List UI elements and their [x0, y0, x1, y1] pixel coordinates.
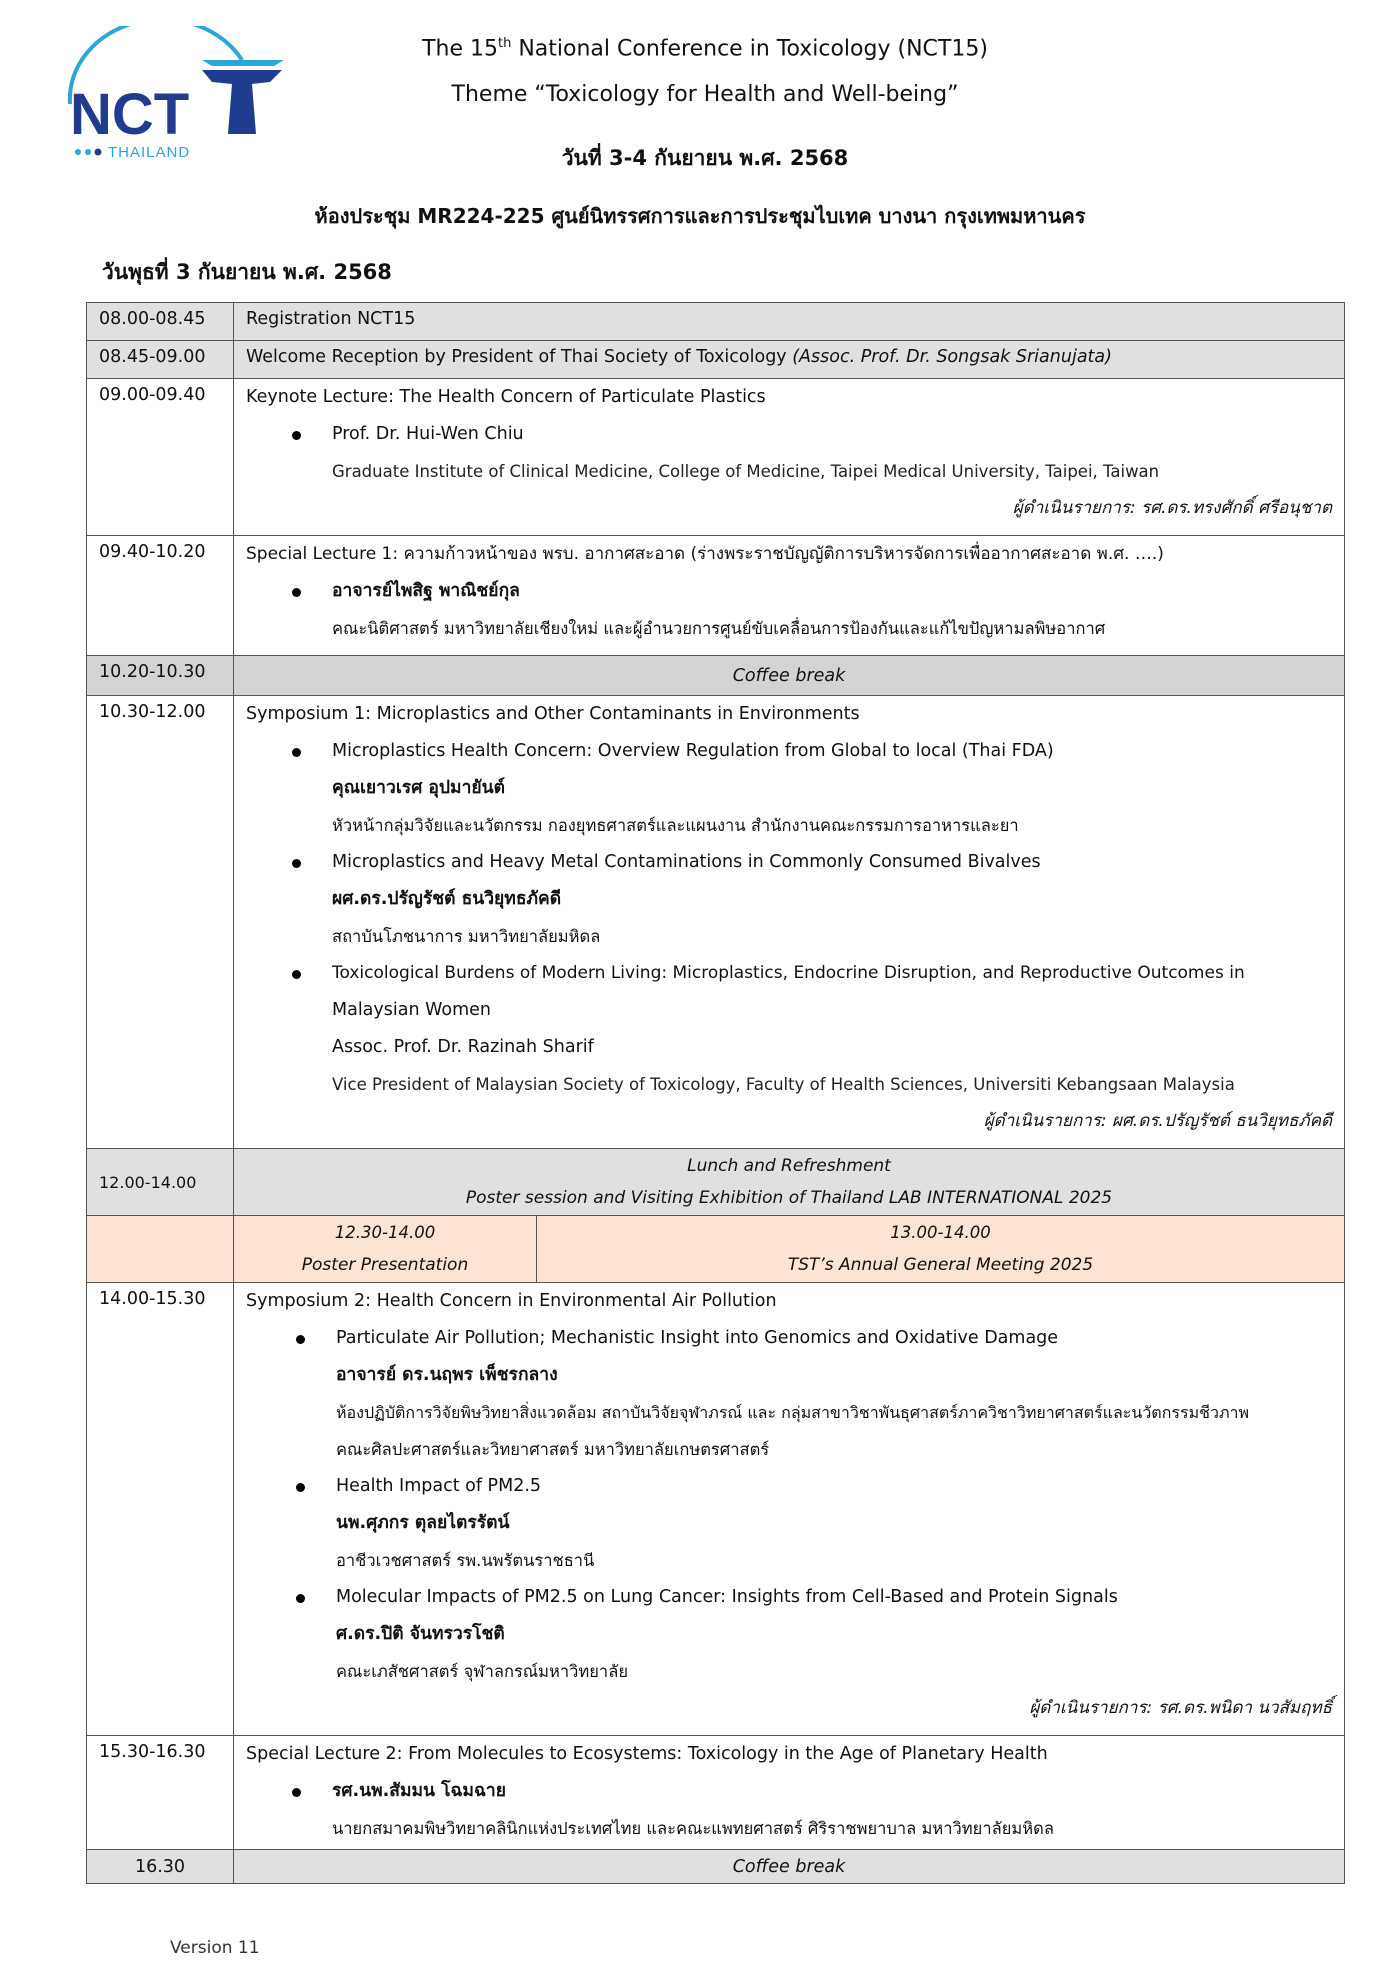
speaker-name: ผศ.ดร.ปรัญรัชต์ ธนวิยุทธภัคดี	[332, 889, 562, 909]
conference-dates: วันที่ 3-4 กันยายน พ.ศ. 2568	[561, 146, 849, 170]
speaker-affiliation: คณะนิติศาสตร์ มหาวิทยาลัยเชียงใหม่ และผู้อำนวยการศูนย์ขับเคลื่อนการป้องกันและแก้ไขปัญหามลพิษอากาศ	[332, 619, 1106, 638]
bullet-icon	[292, 1788, 301, 1797]
speaker-name: Assoc. Prof. Dr. Razinah Sharif	[332, 1037, 594, 1057]
speaker-item: รศ.นพ.สัมมน โฉมฉาย	[246, 1773, 1332, 1810]
table-row	[87, 379, 1345, 536]
speaker-name: ศ.ดร.ปิติ จันทรวรโชติ	[336, 1624, 505, 1644]
speaker-item: อาจารย์ไพสิฐ พาณิชย์กุล	[246, 573, 1332, 610]
table-row	[87, 303, 1345, 341]
table-row	[87, 1850, 1345, 1884]
speaker-affiliation: Graduate Institute of Clinical Medicine, College of Medicine, Taipei Medical University, Taipei, Taiwan	[332, 462, 1160, 481]
logo-wordmark: NCT	[70, 82, 190, 147]
talk-title: Microplastics Health Concern: Overview Regulation from Global to local (Thai FDA)	[246, 733, 1332, 770]
table-row	[87, 656, 1345, 696]
talk-title: Molecular Impacts of PM2.5 on Lung Cancer: Insights from Cell-Based and Protein Signals	[246, 1579, 1332, 1616]
schedule-table	[86, 302, 1345, 1884]
session-note: (Assoc. Prof. Dr. Songsak Srianujata)	[792, 347, 1112, 367]
parallel-time: 13.00-14.00	[890, 1223, 991, 1242]
talk-title: Particulate Air Pollution; Mechanistic Insight into Genomics and Oxidative Damage	[246, 1320, 1332, 1357]
empty-time-cell	[87, 1216, 234, 1283]
time-cell: 08.45-09.00	[87, 341, 234, 379]
table-row	[87, 536, 1345, 656]
talk-title: Health Impact of PM2.5	[246, 1468, 1332, 1505]
lunch-label: Lunch and Refreshment	[687, 1156, 891, 1176]
session-text: Registration NCT15	[246, 309, 416, 329]
speaker-affiliation: อาชีวเวชศาสตร์ รพ.นพรัตนราชธานี	[336, 1551, 595, 1570]
session-title: Special Lecture 2: From Molecules to Ecosystems: Toxicology in the Age of Planetary Health	[246, 1744, 1048, 1764]
speaker-name: อาจารย์ ดร.นฤพร เพ็ชรกลาง	[336, 1365, 558, 1385]
bullet-icon	[292, 431, 301, 440]
speaker-affiliation: ห้องปฏิบัติการวิจัยพิษวิทยาสิ่งแวดล้อม สถาบันวิจัยจุฬาภรณ์ และ กลุ่มสาขาวิชาพันธุศาสตร์ภาควิชาวิทยาศาสตร์และนวัตกรรมชีวภาพ	[336, 1403, 1250, 1422]
session-title: Symposium 2: Health Concern in Environmental Air Pollution	[246, 1291, 777, 1311]
talk-title: Toxicological Burdens of Modern Living: Microplastics, Endocrine Disruption, and Reproductive Outcomes in	[246, 955, 1332, 992]
speaker-affiliation: คณะเภสัชศาสตร์ จุฬาลกรณ์มหาวิทยาลัย	[336, 1662, 628, 1681]
svg-text:THAILAND: THAILAND	[108, 144, 191, 161]
session-title: Symposium 1: Microplastics and Other Contaminants in Environments	[246, 704, 860, 724]
conference-theme: Theme “Toxicology for Health and Well-being”	[451, 82, 959, 107]
bullet-icon	[292, 970, 301, 979]
parallel-session: Poster Presentation	[301, 1255, 469, 1275]
speaker-affiliation: Vice President of Malaysian Society of Toxicology, Faculty of Health Sciences, Universiti Kebangsaan Malaysia	[332, 1075, 1235, 1094]
session-title: Keynote Lecture: The Health Concern of Particulate Plastics	[246, 387, 766, 407]
time-cell: 16.30	[87, 1850, 234, 1884]
bullet-icon	[296, 1335, 305, 1344]
poster-session-label: Poster session and Visiting Exhibition of Thailand LAB INTERNATIONAL 2025	[465, 1188, 1113, 1208]
time-cell: 14.00-15.30	[87, 1283, 234, 1736]
table-row	[87, 341, 1345, 379]
table-row	[87, 696, 1345, 1149]
bullet-icon	[296, 1483, 305, 1492]
time-cell: 09.00-09.40	[87, 379, 234, 536]
speaker-affiliation: นายกสมาคมพิษวิทยาคลินิกแห่งประเทศไทย และคณะแพทยศาสตร์ ศิริราชพยาบาล มหาวิทยาลัยมหิดล	[332, 1819, 1054, 1838]
talk-title: Microplastics and Heavy Metal Contaminations in Commonly Consumed Bivalves	[246, 844, 1332, 881]
table-row	[87, 1149, 1345, 1216]
version-label: Version 11	[170, 1938, 260, 1958]
moderator: ผู้ดำเนินรายการ: รศ.ดร.ทรงศักดิ์ ศรีอนุชาต	[1012, 498, 1332, 518]
time-cell: 15.30-16.30	[87, 1736, 234, 1850]
nct-logo	[52, 26, 292, 166]
conference-venue: ห้องประชุม MR224-225 ศูนย์นิทรรศการและการประชุมไบเทค บางนา กรุงเทพมหานคร	[314, 204, 1086, 228]
parallel-time: 12.30-14.00	[334, 1223, 436, 1242]
bullet-icon	[292, 748, 301, 757]
session-text: Welcome Reception by President of Thai Society of Toxicology (Assoc. Prof. Dr. Songsak Srianujata)	[246, 347, 1112, 367]
time-cell: 10.30-12.00	[87, 696, 234, 1149]
moderator: ผู้ดำเนินรายการ: รศ.ดร.พนิดา นวสัมฤทธิ์	[1029, 1698, 1332, 1718]
bullet-icon	[296, 1594, 305, 1603]
day-heading: วันพุธที่ 3 กันยายน พ.ศ. 2568	[102, 260, 392, 284]
time-cell: 09.40-10.20	[87, 536, 234, 656]
time-cell: 08.00-08.45	[87, 303, 234, 341]
coffee-break: Coffee break	[732, 665, 846, 686]
speaker-affiliation: สถาบันโภชนาการ มหาวิทยาลัยมหิดล	[332, 927, 601, 946]
coffee-break: Coffee break	[732, 1856, 846, 1877]
speaker-name: นพ.ศุภกร ตุลยไตรรัตน์	[336, 1513, 510, 1533]
parallel-session: TST’s Annual General Meeting 2025	[787, 1255, 1094, 1275]
table-row	[87, 1283, 1345, 1736]
speaker-item: Prof. Dr. Hui-Wen Chiu	[246, 416, 1332, 453]
table-row	[87, 1736, 1345, 1850]
speaker-affiliation-continued: คณะศิลปะศาสตร์และวิทยาศาสตร์ มหาวิทยาลัยเกษตรศาสตร์	[336, 1440, 770, 1459]
moderator: ผู้ดำเนินรายการ: ผศ.ดร.ปรัญรัชต์ ธนวิยุทธภัคดี	[983, 1111, 1332, 1131]
conference-title: The 15th National Conference in Toxicology (NCT15)	[422, 36, 988, 62]
speaker-affiliation: หัวหน้ากลุ่มวิจัยและนวัตกรรม กองยุทธศาสตร์และแผนงาน สำนักงานคณะกรรมการอาหารและยา	[332, 816, 1019, 835]
time-cell: 12.00-14.00	[87, 1149, 234, 1216]
bullet-icon	[292, 859, 301, 868]
table-row	[87, 1216, 1345, 1283]
bullet-icon	[292, 588, 301, 597]
session-title: Special Lecture 1: ความก้าวหน้าของ พรบ. อากาศสะอาด (ร่างพระราชบัญญัติการบริหารจัดการเพื่ออากาศสะอาด พ.ศ. ….)	[246, 544, 1164, 564]
speaker-name: คุณเยาวเรศ อุปมายันต์	[332, 778, 505, 798]
time-cell: 10.20-10.30	[87, 656, 234, 696]
talk-title-continued: Malaysian Women	[332, 1000, 492, 1020]
